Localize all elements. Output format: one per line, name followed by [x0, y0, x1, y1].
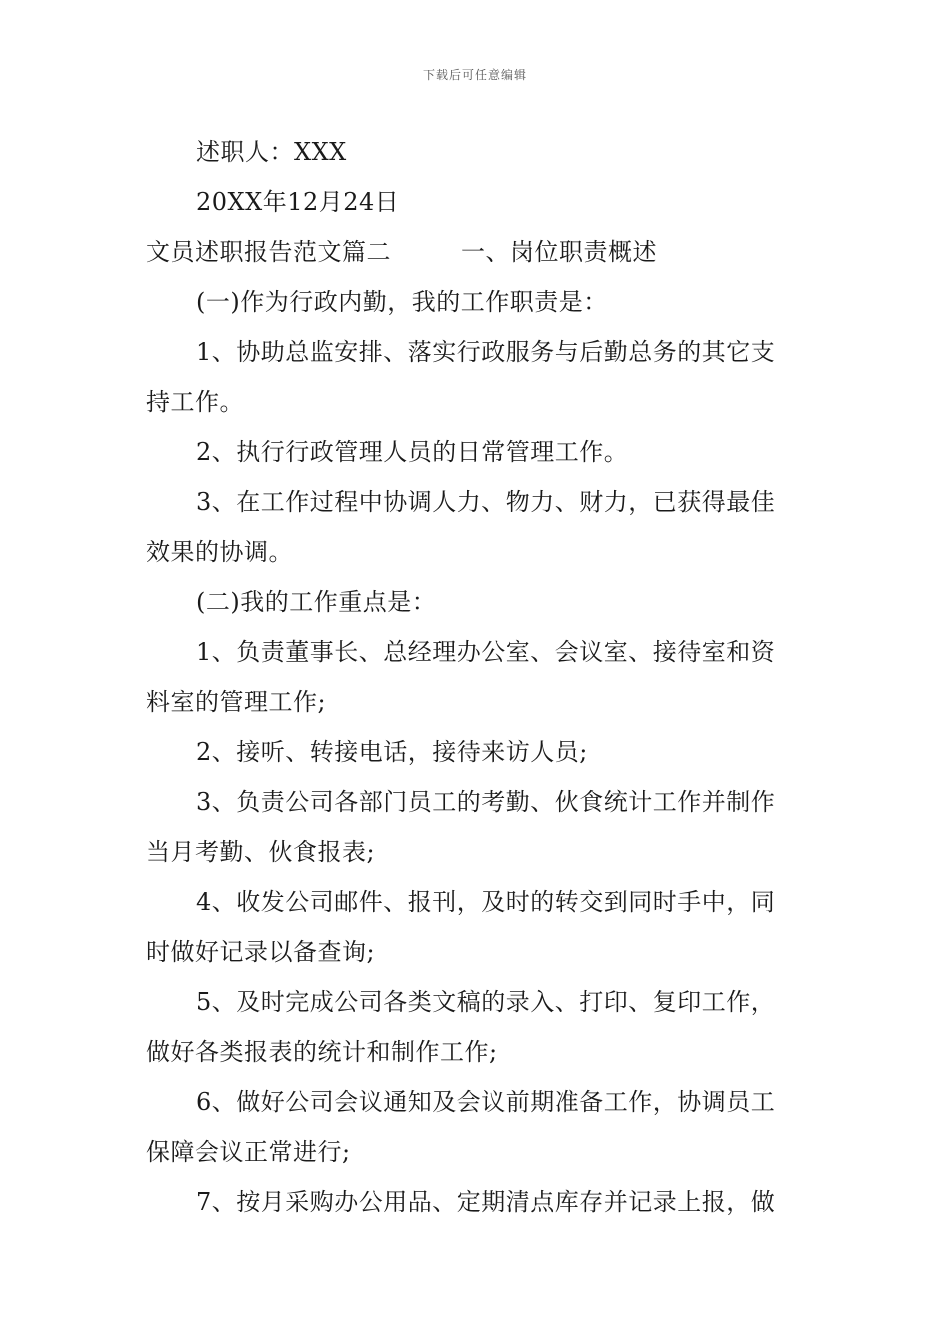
article-title: 文员述职报告范文篇二	[146, 238, 391, 266]
paragraph-line: 5、及时完成公司各类文稿的录入、打印、复印工作，	[196, 988, 776, 1016]
paragraph-line: 2、执行行政管理人员的日常管理工作。	[196, 438, 629, 466]
paragraph-line: 4、收发公司邮件、报刊，及时的转交到同时手中，同	[196, 888, 776, 916]
paragraph-line: 保障会议正常进行;	[146, 1138, 351, 1166]
paragraph-line: 做好各类报表的统计和制作工作;	[146, 1038, 498, 1066]
paragraph-line: 3、在工作过程中协调人力、物力、财力，已获得最佳	[196, 488, 776, 516]
reporter-line: 述职人：XXX	[196, 138, 347, 166]
paragraph-line: 料室的管理工作;	[146, 688, 327, 716]
section-title-line	[146, 227, 806, 277]
paragraph-line: 持工作。	[146, 388, 244, 416]
paragraph-line: (二)我的工作重点是：	[196, 588, 437, 616]
paragraph-line: 7、按月采购办公用品、定期清点库存并记录上报，做	[196, 1188, 776, 1216]
paragraph-line: 当月考勤、伙食报表;	[146, 838, 376, 866]
section-heading: 一、岗位职责概述	[461, 238, 657, 266]
paragraph-line: 1、协助总监安排、落实行政服务与后勤总务的其它支	[196, 338, 776, 366]
document-body	[146, 127, 806, 1227]
date-line: 20XX年12月24日	[196, 188, 400, 216]
header-note: 下载后可任意编辑	[422, 68, 527, 82]
paragraph-line: 效果的协调。	[146, 538, 293, 566]
paragraph-line: 2、接听、转接电话，接待来访人员;	[196, 738, 588, 766]
paragraph-line: 时做好记录以备查询;	[146, 938, 376, 966]
paragraph-line: 3、负责公司各部门员工的考勤、伙食统计工作并制作	[196, 788, 776, 816]
paragraph-line: (一)作为行政内勤，我的工作职责是：	[196, 288, 608, 316]
paragraph-line: 1、负责董事长、总经理办公室、会议室、接待室和资	[196, 638, 776, 666]
paragraph-line: 6、做好公司会议通知及会议前期准备工作，协调员工	[196, 1088, 776, 1116]
